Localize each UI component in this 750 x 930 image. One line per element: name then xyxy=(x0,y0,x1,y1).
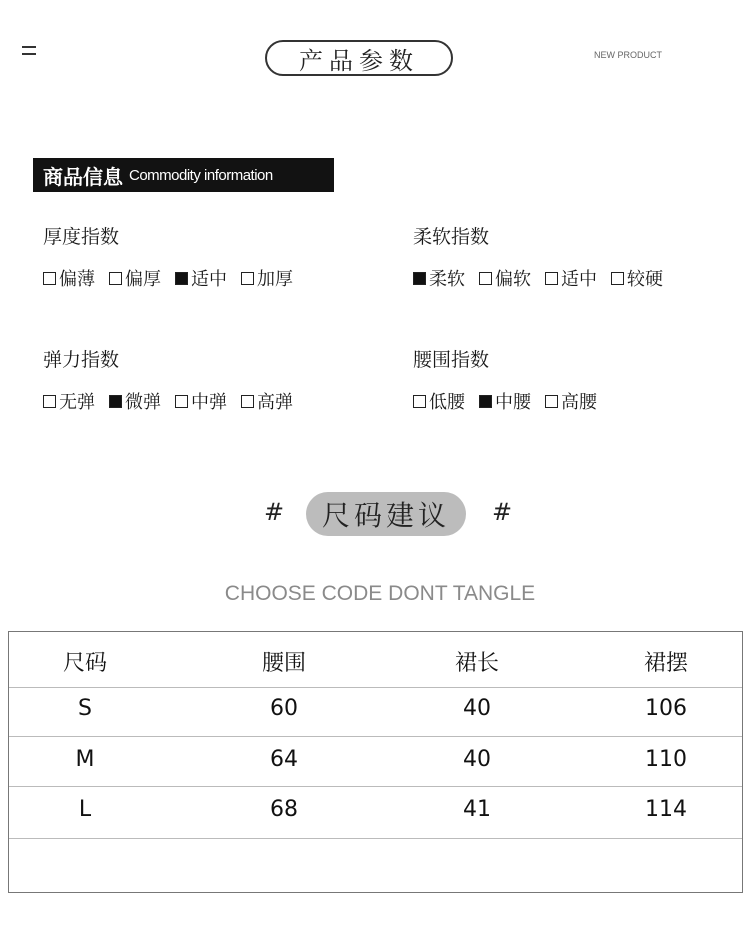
hash-right: # xyxy=(492,498,513,526)
checkbox[interactable] xyxy=(43,272,56,285)
divider xyxy=(9,838,742,839)
table-cell: L xyxy=(78,797,92,822)
param-title: 腰围指数 xyxy=(413,349,490,371)
size-title: 尺码建议 xyxy=(306,492,466,536)
param-thickness xyxy=(43,222,307,291)
option-label: 偏厚 xyxy=(125,269,161,290)
option-label: 较硬 xyxy=(627,269,663,290)
table-cell: 68 xyxy=(270,797,298,822)
table-cell: 60 xyxy=(270,696,298,721)
checkbox[interactable] xyxy=(241,395,254,408)
checkbox[interactable] xyxy=(43,395,56,408)
option-label: 偏软 xyxy=(495,269,531,290)
menu-icon[interactable] xyxy=(22,46,36,60)
param-title: 柔软指数 xyxy=(413,226,490,248)
option-item[interactable] xyxy=(479,388,531,414)
checkbox[interactable] xyxy=(545,395,558,408)
checkbox[interactable] xyxy=(241,272,254,285)
checkbox[interactable] xyxy=(413,272,426,285)
param-title: 厚度指数 xyxy=(43,226,120,248)
size-tagline: CHOOSE CODE DONT TANGLE xyxy=(224,582,536,605)
size-table xyxy=(8,631,743,893)
table-cell: 106 xyxy=(645,696,687,721)
header-cell: 裙摆 xyxy=(643,651,689,676)
option-label: 适中 xyxy=(191,269,227,290)
divider xyxy=(9,786,742,787)
checkbox[interactable] xyxy=(611,272,624,285)
param-softness xyxy=(413,222,677,291)
checkbox[interactable] xyxy=(479,272,492,285)
option-label: 偏薄 xyxy=(59,269,95,290)
option-item[interactable] xyxy=(109,388,161,414)
checkbox[interactable] xyxy=(109,395,122,408)
option-item[interactable] xyxy=(241,265,293,291)
divider xyxy=(9,736,742,737)
checkbox[interactable] xyxy=(175,272,188,285)
option-label: 中腰 xyxy=(495,392,531,413)
commodity-info-banner xyxy=(33,158,334,192)
header-cell: 尺码 xyxy=(62,651,108,676)
option-item[interactable] xyxy=(241,388,293,414)
checkbox[interactable] xyxy=(109,272,122,285)
header-cell: 腰围 xyxy=(261,651,307,676)
checkbox[interactable] xyxy=(413,395,426,408)
page-title: 产品参数 xyxy=(265,40,453,76)
option-item[interactable] xyxy=(175,265,227,291)
header-cell: 裙长 xyxy=(454,651,500,676)
option-label: 高腰 xyxy=(561,392,597,413)
option-item[interactable] xyxy=(109,265,161,291)
option-item[interactable] xyxy=(43,388,95,414)
option-item[interactable] xyxy=(545,388,597,414)
option-label: 适中 xyxy=(561,269,597,290)
new-product-label: NEW PRODUCT xyxy=(594,50,662,60)
option-item[interactable] xyxy=(413,265,465,291)
param-options xyxy=(413,265,677,291)
param-waist xyxy=(413,345,611,414)
table-cell: 114 xyxy=(645,797,687,822)
option-label: 低腰 xyxy=(429,392,465,413)
option-item[interactable] xyxy=(43,265,95,291)
option-item[interactable] xyxy=(175,388,227,414)
param-options xyxy=(413,388,611,414)
table-cell: 110 xyxy=(645,747,687,772)
param-elasticity xyxy=(43,345,307,414)
option-label: 中弹 xyxy=(191,392,227,413)
option-item[interactable] xyxy=(611,265,663,291)
option-item[interactable] xyxy=(413,388,465,414)
checkbox[interactable] xyxy=(175,395,188,408)
option-item[interactable] xyxy=(545,265,597,291)
table-cell: M xyxy=(75,747,95,772)
hash-left: # xyxy=(264,498,285,526)
option-item[interactable] xyxy=(479,265,531,291)
table-cell: 64 xyxy=(270,747,298,772)
table-cell: S xyxy=(78,696,92,721)
option-label: 加厚 xyxy=(257,269,293,290)
option-label: 微弹 xyxy=(125,392,161,413)
param-options xyxy=(43,265,307,291)
checkbox[interactable] xyxy=(479,395,492,408)
divider xyxy=(9,687,742,688)
param-title: 弹力指数 xyxy=(43,349,120,371)
info-title-cn: 商品信息 xyxy=(43,164,123,189)
option-label: 无弹 xyxy=(59,392,95,413)
checkbox[interactable] xyxy=(545,272,558,285)
option-label: 柔软 xyxy=(429,269,465,290)
table-cell: 40 xyxy=(463,747,491,772)
table-cell: 41 xyxy=(463,797,491,822)
info-title-en: Commodity information xyxy=(129,166,273,184)
option-label: 高弹 xyxy=(257,392,293,413)
param-options xyxy=(43,388,307,414)
table-cell: 40 xyxy=(463,696,491,721)
size-section-header xyxy=(0,492,750,538)
